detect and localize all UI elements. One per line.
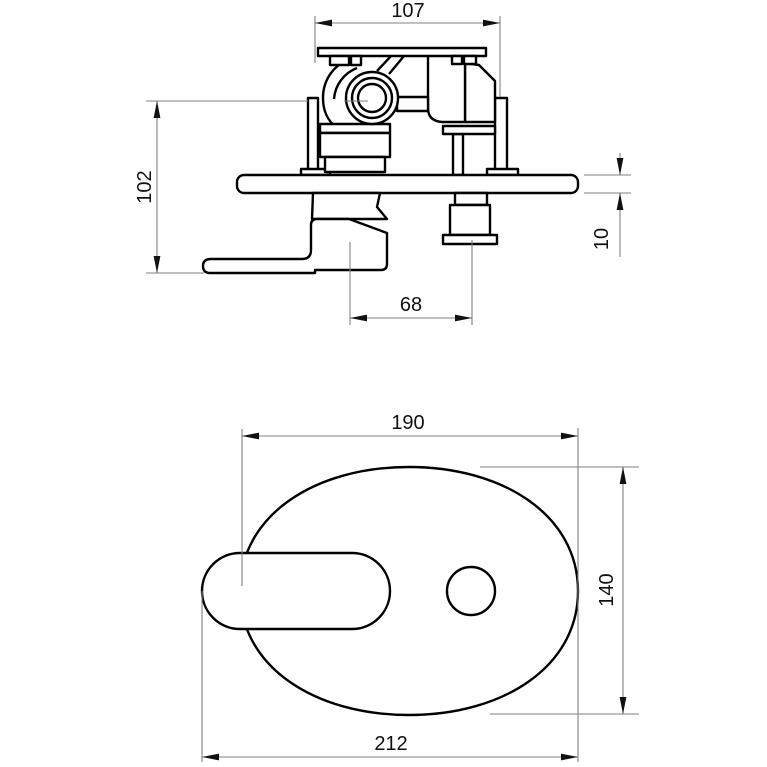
cartridge-circle-inner: [358, 84, 386, 112]
dim-label-10: 10: [591, 227, 613, 251]
dim-10: [584, 153, 631, 257]
arrowhead-left: [202, 754, 219, 761]
arrowhead-left: [315, 20, 332, 27]
plate-tab-1: [330, 56, 349, 65]
body-bar: [320, 124, 390, 133]
arrowhead-left: [242, 433, 259, 440]
dim-label-190: 190: [391, 412, 425, 434]
dim-label-102: 102: [134, 170, 156, 204]
dim-label-140: 140: [596, 573, 618, 607]
spout-hole: [447, 567, 495, 615]
corner-housing: [465, 63, 495, 122]
arrowhead-right: [483, 20, 500, 27]
lever-handle-side: [203, 219, 387, 273]
plan-view: [202, 412, 639, 762]
left-mounting-post: [308, 98, 318, 170]
body-base: [325, 157, 385, 172]
valve-bracket: [443, 126, 495, 134]
arrowhead-up: [617, 193, 624, 210]
plate-tab-4: [464, 56, 476, 64]
valve-stem: [453, 134, 463, 175]
strut-line-1: [377, 56, 391, 71]
arrowhead-left: [350, 315, 367, 322]
body-block: [320, 133, 390, 157]
arrowhead-bottom: [154, 256, 161, 273]
spout-neck: [455, 193, 487, 205]
escutcheon-plate-side: [237, 175, 578, 193]
spout-block: [450, 205, 490, 235]
dim-label-68: 68: [399, 294, 423, 316]
arrowhead-bottom: [620, 697, 627, 714]
arrowhead-right: [561, 433, 578, 440]
side-view: [134, 0, 631, 325]
dim-label-212: 212: [374, 733, 408, 755]
right-mounting-post: [495, 98, 507, 170]
connecting-bar: [397, 97, 428, 111]
arrowhead-down: [617, 158, 624, 175]
arrowhead-top: [620, 467, 627, 484]
arrowhead-right: [561, 754, 578, 761]
plate-tab-2: [351, 56, 361, 65]
strut-line-2: [389, 56, 404, 74]
arrowhead-right: [455, 315, 472, 322]
lever-handle-plan: [202, 553, 390, 629]
arrowhead-top: [154, 101, 161, 118]
spout-flange: [443, 235, 497, 244]
plate-tab-3: [452, 56, 462, 64]
dim-label-107: 107: [391, 0, 425, 22]
handle-neck: [312, 193, 387, 219]
